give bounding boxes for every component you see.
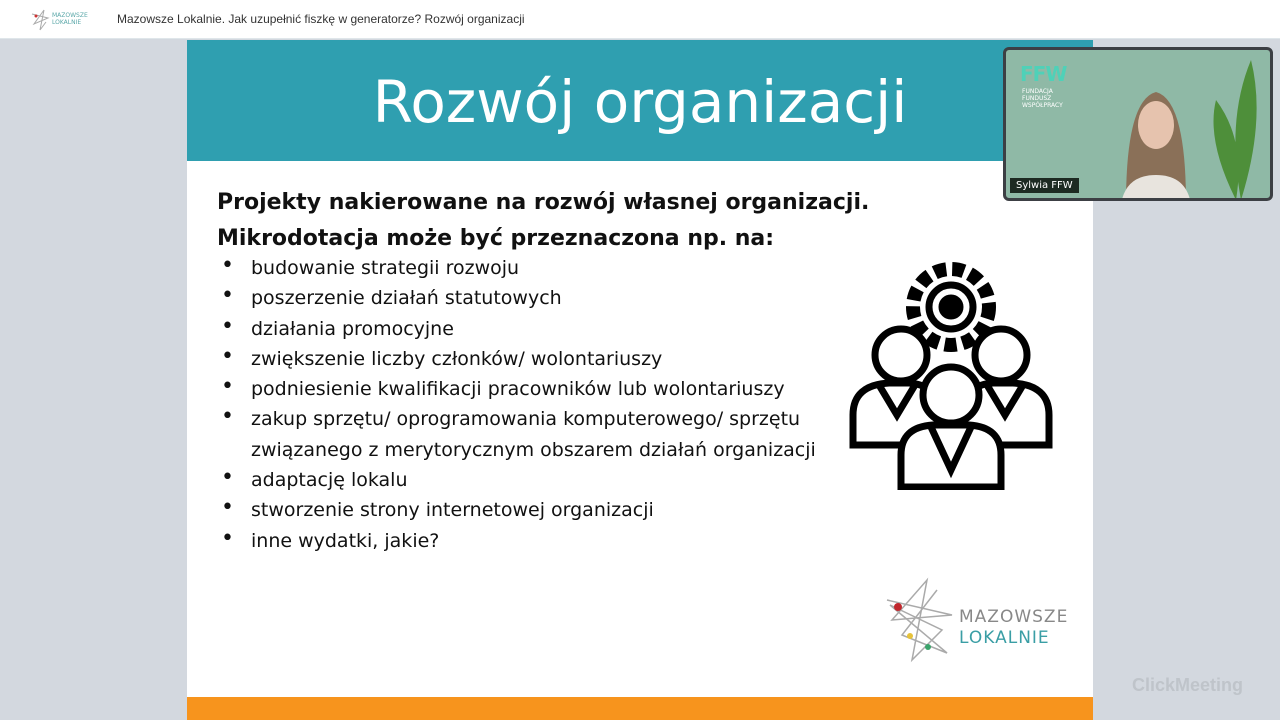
plant-image (1206, 60, 1273, 200)
list-item: • budowanie strategii rozwoju (217, 253, 857, 283)
meeting-title: Mazowsze Lokalnie. Jak uzupełnić fiszkę w generatorze? Rozwój organizacji (117, 12, 525, 26)
logo-scribble-icon (882, 575, 958, 665)
logo-line2: LOKALNIE (52, 19, 82, 26)
slide-lead (217, 185, 869, 257)
bullet-list (217, 253, 857, 556)
presenter-figure (1116, 80, 1196, 201)
ffw-org-name: FUNDACJA FUNDUSZ WSPÓŁPRACY (1022, 88, 1063, 109)
presentation-slide (187, 40, 1093, 720)
list-item: • adaptację lokalu (217, 465, 857, 495)
list-item: • zwiększenie liczby członków/ wolontariuszy (217, 344, 857, 374)
list-item: • poszerzenie działań statutowych (217, 283, 857, 313)
list-item: • zakup sprzętu/ oprogramowania komputerowego/ sprzętu związanego z merytorycznym obszarem działań organizacji (217, 404, 857, 465)
team-gear-icon (849, 255, 1053, 490)
list-item: • podniesienie kwalifikacji pracowników lub wolontariuszy (217, 374, 857, 404)
ffw-logo: FFW (1020, 62, 1067, 86)
logo-line1: MAZOWSZE (52, 12, 88, 19)
slide-heading: Rozwój organizacji (187, 40, 1093, 161)
clickmeeting-watermark: ClickMeeting (1132, 675, 1244, 695)
presenter-video[interactable] (1003, 47, 1273, 201)
top-bar (0, 0, 1280, 39)
list-item: • inne wydatki, jakie? (217, 526, 857, 556)
list-item: • stworzenie strony internetowej organizacji (217, 495, 857, 525)
logo-line2: LOKALNIE (959, 628, 1050, 648)
logo-scribble-icon (30, 8, 50, 32)
lead-line: Projekty nakierowane na rozwój własnej organizacji. (217, 190, 870, 215)
footer-bar (187, 697, 1093, 720)
logo-line1: MAZOWSZE (959, 607, 1069, 627)
lead-line: Mikrodotacja może być przeznaczona np. na: (217, 226, 775, 251)
participant-name: Sylwia FFW (1010, 178, 1079, 193)
list-item: • działania promocyjne (217, 314, 857, 344)
mazowsze-lokalnie-logo (30, 8, 88, 32)
mazowsze-lokalnie-slide-logo (882, 575, 1069, 665)
